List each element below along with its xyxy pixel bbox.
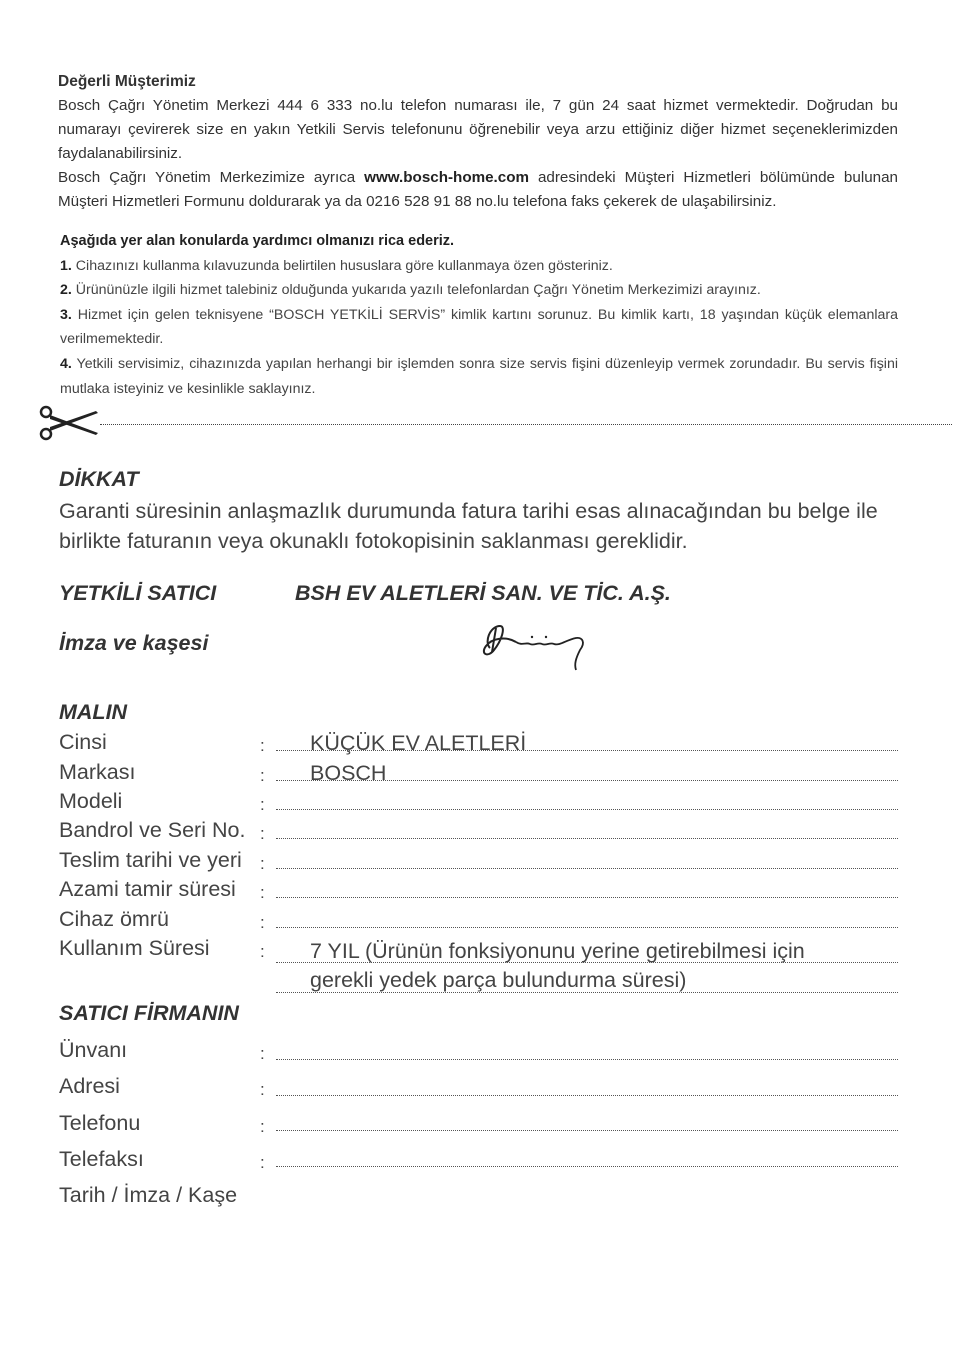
- field-value: KÜÇÜK EV ALETLERİ: [310, 731, 527, 755]
- firma-title: SATICI FİRMANIN: [59, 1001, 239, 1025]
- website-link[interactable]: www.bosch-home.com: [364, 169, 530, 186]
- greeting: Değerli Müşterimiz: [58, 73, 196, 90]
- malin-title: MALIN: [59, 700, 128, 724]
- help-item: 1. Cihazınızı kullanma kılavuzunda belirtilen hususlara göre kullanmaya özen gösteriniz.: [60, 257, 613, 274]
- field-line[interactable]: [276, 1073, 898, 1096]
- intro-paragraph-1: Bosch Çağrı Yönetim Merkezi 444 6 333 no.lu telefon numarası ile, 7 gün 24 saat hizmet vermektedir. Doğrudan bu numarayı çevirerek size en yakın Yetkili Servis telefonunu öğrenebilir veya arzu ettiğiniz diğer hizmet seçeneklerimizden faydalanabilirsiniz.: [58, 97, 898, 162]
- field-line[interactable]: [276, 1144, 898, 1167]
- dotted-cut-line: [100, 424, 952, 425]
- field-value: gerekli yedek parça bulundurma süresi): [310, 968, 687, 992]
- signature-label: İmza ve kaşesi: [59, 631, 209, 655]
- signature-image: [476, 620, 591, 672]
- field-line[interactable]: [276, 1037, 898, 1060]
- field-line[interactable]: [276, 787, 898, 810]
- firma-footer: Tarih / İmza / Kaşe: [59, 1183, 238, 1207]
- field-line[interactable]: [276, 846, 898, 869]
- seller-label: YETKİLİ SATICI: [59, 581, 217, 605]
- seller-name: BSH EV ALETLERİ SAN. VE TİC. A.Ş.: [295, 581, 671, 605]
- intro-section: [58, 70, 898, 214]
- cut-line: [38, 405, 954, 441]
- field-line[interactable]: [276, 875, 898, 898]
- field-line[interactable]: [276, 905, 898, 928]
- help-item: 2. Ürününüzle ilgili hizmet talebiniz olduğunda yukarıda yazılı telefonlardan Çağrı Yönetim Merkezimizi arayınız.: [60, 282, 761, 299]
- help-section: [60, 229, 898, 401]
- help-item: 4. Yetkili servisimiz, cihazınızda yapılan herhangi bir işlemden sonra size servis fişini düzenleyip vermek zorundadır. Bu servis fişini mutlaka isteyiniz ve kesinlikle saklayınız.: [60, 355, 898, 397]
- field-line[interactable]: [276, 1108, 898, 1131]
- intro-paragraph-2: Bosch Çağrı Yönetim Merkezimize ayrıca www.bosch-home.com adresindeki Müşteri Hizmetleri bölümünde bulunan Müşteri Hizmetleri Formunu doldurarak ya da 0216 528 91 88 no.lu telefona faks çekerek de ulaşabilirsiniz.: [58, 169, 898, 210]
- help-item: 3. Hizmet için gelen teknisyene “BOSCH YETKİLİ SERVİS” kimlik kartını sorunuz. Bu kimlik kartı, 18 yaşından küçük elemanlara verilmemektedir.: [60, 306, 898, 348]
- scissors-icon: [38, 405, 100, 441]
- dikkat-title: DİKKAT: [59, 467, 139, 491]
- dikkat-text: Garanti süresinin anlaşmazlık durumunda fatura tarihi esas alınacağından bu belge ile birlikte faturanın veya okunaklı fotokopisinin saklanması gereklidir.: [59, 499, 878, 553]
- field-value: 7 YIL (Ürünün fonksiyonunu yerine getirebilmesi için: [310, 939, 805, 963]
- field-value: BOSCH: [310, 761, 387, 785]
- field-line[interactable]: [276, 816, 898, 839]
- help-heading: Aşağıda yer alan konularda yardımcı olmanızı rica ederiz.: [60, 233, 455, 249]
